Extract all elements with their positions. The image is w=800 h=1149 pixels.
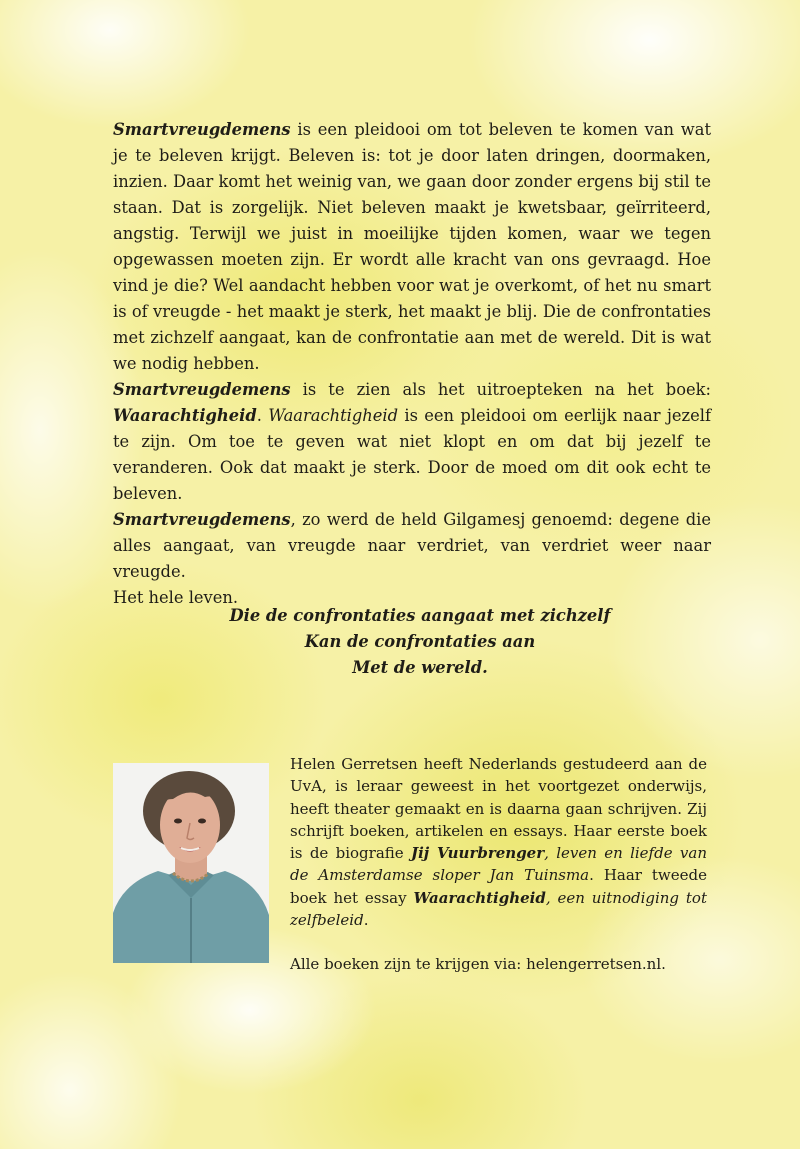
- bio-paragraph: [290, 753, 707, 931]
- bio-book-title: Jij Vuurbrenger: [410, 844, 545, 863]
- bio-book-subtitle: , leven en liefde van de Amsterdamse sloper Jan Tuinsma: [290, 844, 707, 885]
- blurb-paragraph-2: [113, 377, 711, 507]
- bio-text: . Haar tweede boek het essay: [290, 866, 707, 907]
- quote-line: Met de wereld.: [352, 658, 488, 677]
- related-book-title: Waarachtigheid: [113, 406, 257, 425]
- quote-line: Kan de confrontaties aan: [304, 632, 536, 651]
- blurb-text: , zo werd de held Gilgamesj genoemd: degene die alles aangaat, van vreugde naar verdriet, van verdriet weer naar vreugde.: [113, 510, 711, 581]
- blurb-text: is te zien als het uitroepteken na het boek:: [290, 380, 711, 399]
- blurb-paragraph-4: Het hele leven.: [113, 588, 239, 607]
- blurb-text: is een pleidooi om tot beleven te komen van wat je te beleven krijgt. Beleven is: tot je door laten dringen, doormaken, inzien. Daar komt het weinig van, we gaan door zonder ergens bij stil te staan. Dat is zorgelijk. Niet beleven maakt je kwetsbaar, geïrriteerd, angstig. Terwijl we juist in moeilijke tijden komen, waar we tegen opgewassen moeten zijn. Er wordt alle kracht van ons gevraagd. Hoe vind je die? Wel aandacht hebben voor wat je overkomt, of het nu smart is of vreugde - het maakt je sterk, het maakt je blij. Die de confrontaties met zichzelf aangaat, kan de confrontatie aan met de wereld. Dit is wat we nodig hebben.: [113, 120, 711, 373]
- bio-text: Helen Gerretsen heeft Nederlands gestudeerd aan de UvA, is leraar geweest in het voortgezet onderwijs, heeft theater gemaakt en is daarna gaan schrijven. Zij schrijft boeken, artikelen en essays. Haar eerste boek is de biografie: [290, 755, 707, 863]
- related-book-title: Waarachtigheid: [268, 406, 398, 425]
- bio-book-title: Waarachtigheid: [413, 888, 546, 907]
- author-photo: [113, 763, 269, 963]
- author-portrait-illustration: [113, 763, 269, 963]
- book-title: Smartvreugdemens: [113, 380, 291, 399]
- blurb: [113, 117, 711, 611]
- blurb-text: .: [256, 406, 269, 425]
- bio-book-subtitle: , een uitnodiging tot zelfbeleid: [290, 888, 707, 930]
- bio-text: .: [363, 911, 369, 930]
- book-title: Smartvreugdemens: [113, 120, 291, 139]
- quote-line: Die de confrontaties aangaat met zichzelf: [229, 606, 611, 625]
- author-bio: [290, 753, 707, 976]
- blurb-paragraph-3: [113, 507, 711, 585]
- spacer: [290, 931, 707, 953]
- blurb-paragraph-1: [113, 117, 711, 377]
- blurb-text: is een pleidooi om eerlijk naar jezelf te zijn. Om toe te geven wat niet klopt en om dat bij jezelf te veranderen. Ook dat maakt je sterk. Door de moed om dit ook echt te beleven.: [113, 406, 711, 503]
- quote: [200, 603, 640, 681]
- availability-text: Alle boeken zijn te krijgen via: helengerretsen.nl.: [290, 955, 666, 974]
- book-title: Smartvreugdemens: [113, 510, 291, 529]
